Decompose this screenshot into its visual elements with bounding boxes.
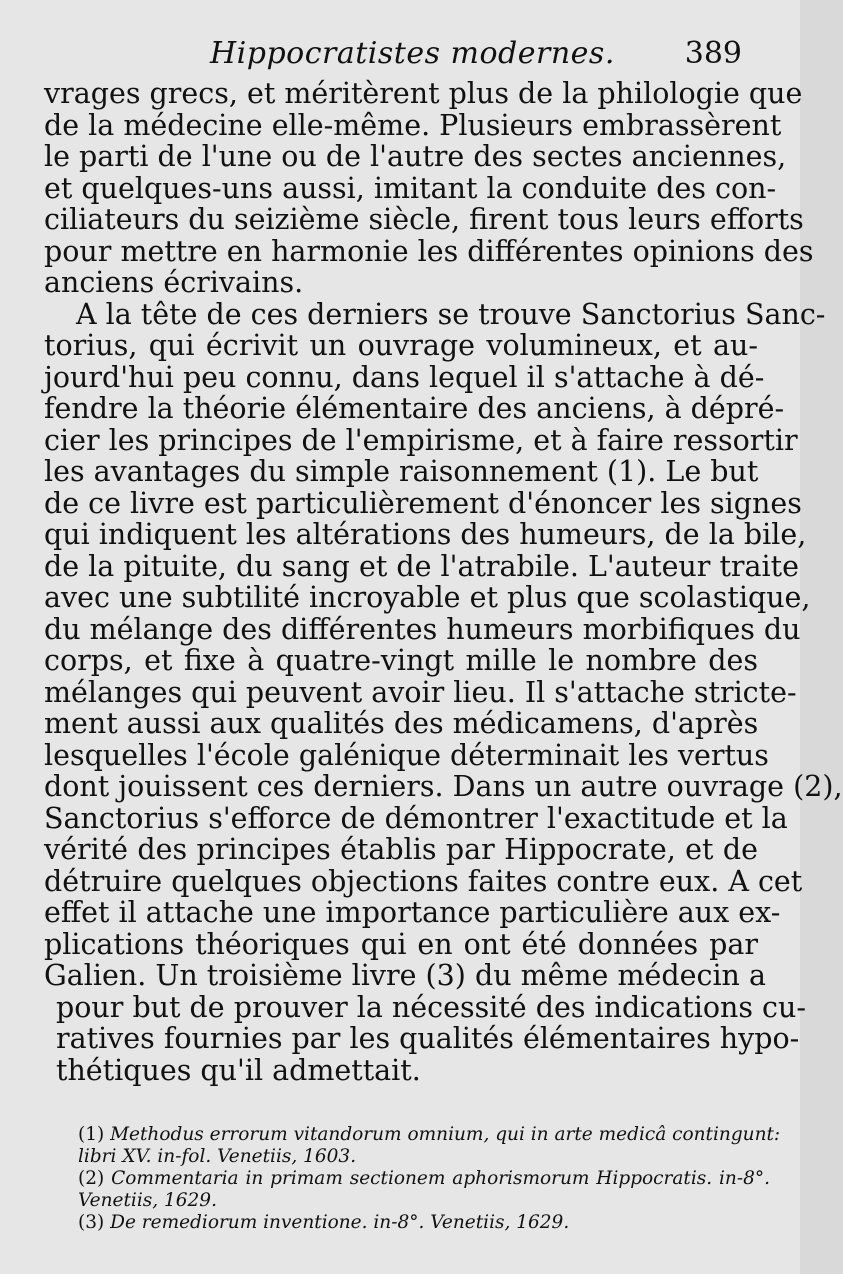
text-line: jourd'hui peu connu, dans lequel il s'attache à dé- [44,360,765,394]
text-line: dont jouissent ces derniers. Dans un autre ouvrage (2), [44,770,843,803]
text-line: du mélange des différentes humeurs morbifiques du [44,612,801,646]
text-line: pour mettre en harmonie les différentes opinions des [44,234,814,268]
page-header [0,36,800,76]
footnote-title: De remediorum inventione. in-8°. Venetiis, 1629. [110,1212,570,1233]
text-line: mélanges qui peuvent avoir lieu. Il s'attache stricte- [44,675,797,709]
text-line: ciliateurs du seizième siècle, firent tous leurs efforts [44,203,804,236]
text-line: cier les principes de l'empirisme, et à faire ressortir [44,423,798,457]
footnote-marker: (2) [78,1168,105,1189]
footnote-title: Methodus errorum vitandorum omnium, qui in arte medicâ contingunt: [110,1124,781,1145]
text-line: les avantages du simple raisonnement (1). Le but [44,455,759,488]
text-line: ratives fournies par les qualités élémentaires hypo- [56,1022,800,1055]
text-line: détruire quelques objections faites contre eux. A cet [44,864,803,898]
text-line: vrages grecs, et méritèrent plus de la philologie que [44,77,803,110]
body-text [44,77,843,1087]
footnote-2-continuation [78,1190,770,1212]
text-line: fendre la théorie élémentaire des anciens, à dépré- [44,392,785,425]
footnote-1 [78,1124,781,1146]
text-line: le parti de l'une ou de l'autre des sectes anciennes, [44,140,787,173]
text-line: de ce livre est particulièrement d'énoncer les signes [44,486,802,520]
footnote-1-continuation [78,1146,770,1168]
text-line: Sanctorius s'efforce de démontrer l'exactitude et la [44,801,788,835]
text-line: effet il attache une importance particulière aux ex- [44,896,781,929]
text-line: avec une subtilité incroyable et plus que scolastique, [44,581,811,614]
footnote-detail: Venetiis, 1629. [78,1190,217,1211]
text-line: corps, et fixe à quatre-vingt mille le nombre des [44,644,758,677]
text-line: anciens écrivains. [44,266,304,299]
footnote-3 [78,1212,770,1234]
footnote-marker: (1) [78,1124,105,1145]
footnote-title: Commentaria in primam sectionem aphorismorum Hippocratis. in-8°. [111,1168,770,1189]
text-line: lesquelles l'école galénique déterminait les vertus [44,738,769,772]
text-line: plications théoriques qui en ont été données par [44,927,758,961]
paragraph-start-line: A la tête de ces derniers se trouve Sanctorius Sanc- [76,297,826,331]
text-line: pour but de prouver la nécessité des indications cu- [56,990,807,1024]
text-line: ment aussi aux qualités des médicamens, d'après [44,707,759,740]
footnote-detail: libri XV. in-fol. Venetiis, 1603. [78,1146,357,1167]
footnote-marker: (3) [78,1212,105,1233]
text-line: torius, qui écrivit un ouvrage volumineux, et au- [44,329,758,362]
page-number: 389 [684,36,742,71]
text-line: Galien. Un troisième livre (3) du même médecin a [44,959,766,992]
running-head: Hippocratistes modernes. [210,36,615,71]
text-line: de la pituite, du sang et de l'atrabile. L'auteur traite [44,549,799,583]
text-line: vérité des principes établis par Hippocrate, et de [44,833,758,866]
text-line: thétiques qu'il admettait. [56,1053,421,1087]
text-line: de la médecine elle-même. Plusieurs embrassèrent [44,108,782,142]
footnotes [78,1124,781,1234]
text-line: qui indiquent les altérations des humeurs, de la bile, [44,518,807,551]
footnote-2 [78,1168,770,1190]
text-line: et quelques-uns aussi, imitant la conduite des con- [44,171,777,205]
